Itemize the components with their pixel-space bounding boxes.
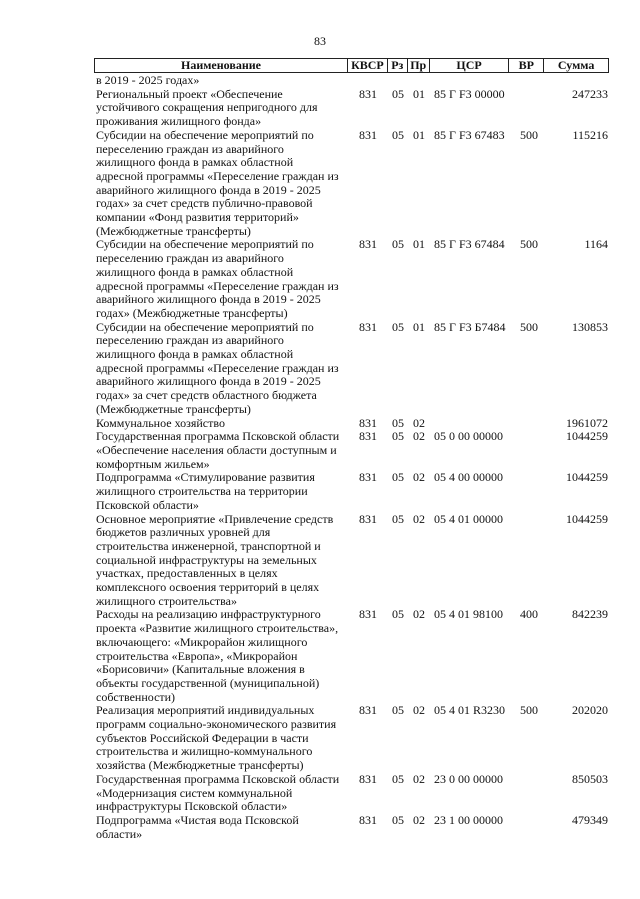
table-row	[96, 430, 608, 471]
row-pr	[408, 74, 430, 88]
row-csr: 05 0 00 00000	[434, 429, 503, 444]
row-kvsr: 831	[359, 511, 377, 526]
page-number: 83	[314, 34, 326, 48]
row-pr: 02	[413, 415, 425, 430]
row-csr	[430, 417, 512, 431]
row-rz: 05	[392, 703, 404, 718]
row-csr: 05 4 01 R3230	[434, 703, 506, 718]
table-row	[96, 704, 608, 773]
table-row	[96, 321, 608, 417]
table-header	[94, 58, 609, 73]
row-rz: 05	[392, 607, 404, 622]
row-sum: 1044259	[566, 429, 608, 444]
row-pr: 01	[413, 86, 425, 101]
row-name: Коммунальное хозяйство	[96, 415, 225, 430]
row-rz: 05	[392, 429, 404, 444]
row-sum: 479349	[572, 812, 608, 827]
row-rz: 05	[392, 86, 404, 101]
row-rz: 05	[392, 771, 404, 786]
header-kvsr: КВСР	[348, 59, 388, 72]
row-csr: 05 4 00 00000	[434, 470, 503, 485]
row-vr	[512, 74, 546, 88]
row-csr: 85 Г F3 67483	[434, 127, 505, 142]
row-kvsr	[348, 74, 388, 88]
row-kvsr: 831	[359, 470, 377, 485]
header-pr: Пр	[408, 59, 430, 72]
row-rz: 05	[392, 470, 404, 485]
header-name: Наименование	[95, 59, 348, 72]
row-rz	[388, 74, 408, 88]
table-row	[96, 814, 608, 841]
row-vr	[512, 417, 546, 431]
row-name: в 2019 - 2025 годах»	[96, 73, 200, 87]
row-name: Субсидии на обеспечение мероприятий по переселению граждан из аварийного жилищного фонда в рамках областной адресной программы «Переселение граждан из аварийного жилищного фонда в 2019 - 2025 годах» за счет средств публично-правовой компании «Фонд развития территорий» (Межбюджетные трансферты)	[96, 127, 339, 238]
header-csr: ЦСР	[430, 59, 510, 72]
header-sum: Сумма	[557, 58, 595, 72]
row-kvsr: 831	[359, 771, 377, 786]
row-sum: 842239	[572, 607, 608, 622]
row-pr: 02	[413, 470, 425, 485]
row-vr: 500	[520, 237, 538, 252]
table-row	[96, 471, 608, 512]
row-rz: 05	[392, 511, 404, 526]
row-name: Подпрограмма «Стимулирование развития жилищного строительства на территории Псковской области»	[96, 470, 315, 512]
table-row	[96, 129, 608, 239]
row-pr: 02	[413, 812, 425, 827]
row-kvsr: 831	[359, 319, 377, 334]
table-row	[96, 88, 608, 129]
row-vr: 400	[520, 607, 538, 622]
row-csr: 05 4 01 00000	[434, 511, 503, 526]
row-vr: 500	[520, 319, 538, 334]
row-sum: 1044259	[566, 470, 608, 485]
row-rz: 05	[392, 415, 404, 430]
row-pr: 01	[413, 127, 425, 142]
row-vr	[512, 430, 546, 471]
row-vr	[512, 773, 546, 814]
row-kvsr: 831	[359, 237, 377, 252]
row-csr: 85 Г F3 Б7484	[434, 319, 506, 334]
row-kvsr: 831	[359, 607, 377, 622]
row-sum	[546, 74, 608, 88]
row-kvsr: 831	[359, 429, 377, 444]
row-pr: 01	[413, 237, 425, 252]
row-sum: 1961072	[566, 415, 608, 430]
row-pr: 02	[413, 511, 425, 526]
row-kvsr: 831	[359, 415, 377, 430]
header-vr: ВР	[509, 59, 544, 72]
row-sum: 115216	[572, 127, 608, 142]
row-pr: 01	[413, 319, 425, 334]
row-vr: 500	[520, 127, 538, 142]
row-name: Субсидии на обеспечение мероприятий по переселению граждан из аварийного жилищного фонда в рамках областной адресной программы «Переселение граждан из аварийного жилищного фонда в 2019 - 2025 годах» за счет средств областного бюджета (Межбюджетные трансферты)	[96, 319, 339, 416]
table-row	[96, 238, 608, 320]
row-sum: 1164	[584, 237, 608, 252]
row-name: Реализация мероприятий индивидуальных программ социально-экономического развития субъектов Российской Федерации в части строительства и жилищно-коммунального хозяйства (Межбюджетные трансферты)	[96, 703, 337, 773]
row-vr: 500	[520, 703, 538, 718]
row-rz: 05	[392, 127, 404, 142]
row-name: Расходы на реализацию инфраструктурного проекта «Развитие жилищного строительства», включающего: «Микрорайон жилищного строительства «Европа», «Микрорайон «Борисовичи» (Капитальные вложения в объекты государственной (муниципальной) собственности)	[96, 607, 339, 704]
row-csr: 05 4 01 98100	[434, 607, 503, 622]
row-kvsr: 831	[359, 812, 377, 827]
table-row	[96, 417, 608, 431]
row-sum: 202020	[572, 703, 608, 718]
table-row	[96, 74, 608, 88]
row-csr	[430, 74, 512, 88]
header-rz: Рз	[388, 59, 408, 72]
row-sum: 247233	[572, 86, 608, 101]
row-csr: 23 1 00 00000	[434, 812, 503, 827]
row-csr: 85 Г F3 00000	[434, 86, 505, 101]
row-name: Государственная программа Псковской области «Обеспечение населения области доступным и комфортным жильем»	[96, 429, 340, 471]
row-kvsr: 831	[359, 703, 377, 718]
table-row	[96, 608, 608, 704]
table-row	[96, 773, 608, 814]
row-rz: 05	[392, 237, 404, 252]
row-name: Государственная программа Псковской области «Модернизация систем коммунальной инфраструктуры Псковской области»	[96, 771, 340, 814]
row-vr	[512, 814, 546, 841]
row-pr: 02	[413, 429, 425, 444]
row-pr: 02	[413, 607, 425, 622]
table-row	[96, 513, 608, 609]
row-rz: 05	[392, 812, 404, 827]
row-pr: 02	[413, 703, 425, 718]
table-body	[96, 74, 608, 841]
row-name: Подпрограмма «Чистая вода Псковской области»	[96, 812, 299, 841]
row-pr: 02	[413, 771, 425, 786]
row-vr	[512, 471, 546, 512]
row-kvsr: 831	[359, 86, 377, 101]
row-kvsr: 831	[359, 127, 377, 142]
row-csr: 23 0 00 00000	[434, 771, 503, 786]
row-rz: 05	[392, 319, 404, 334]
row-sum: 1044259	[566, 511, 608, 526]
row-name: Субсидии на обеспечение мероприятий по переселению граждан из аварийного жилищного фонда в рамках областной адресной программы «Переселение граждан из аварийного жилищного фонда в 2019 - 2025 годах» (Межбюджетные трансферты)	[96, 237, 339, 320]
row-vr	[512, 88, 546, 129]
row-sum: 850503	[572, 771, 608, 786]
row-name: Основное мероприятие «Привлечение средств бюджетов различных уровней для строительства инженерной, транспортной и социальной инфраструктуры на земельных участках, предоставленных в целях комплексного освоения территорий в целях жилищного строительства»	[96, 511, 334, 608]
row-sum: 130853	[572, 319, 608, 334]
row-name: Региональный проект «Обеспечение устойчивого сокращения непригодного для проживания жилищного фонда»	[96, 86, 318, 129]
row-vr	[512, 513, 546, 609]
row-csr: 85 Г F3 67484	[434, 237, 505, 252]
